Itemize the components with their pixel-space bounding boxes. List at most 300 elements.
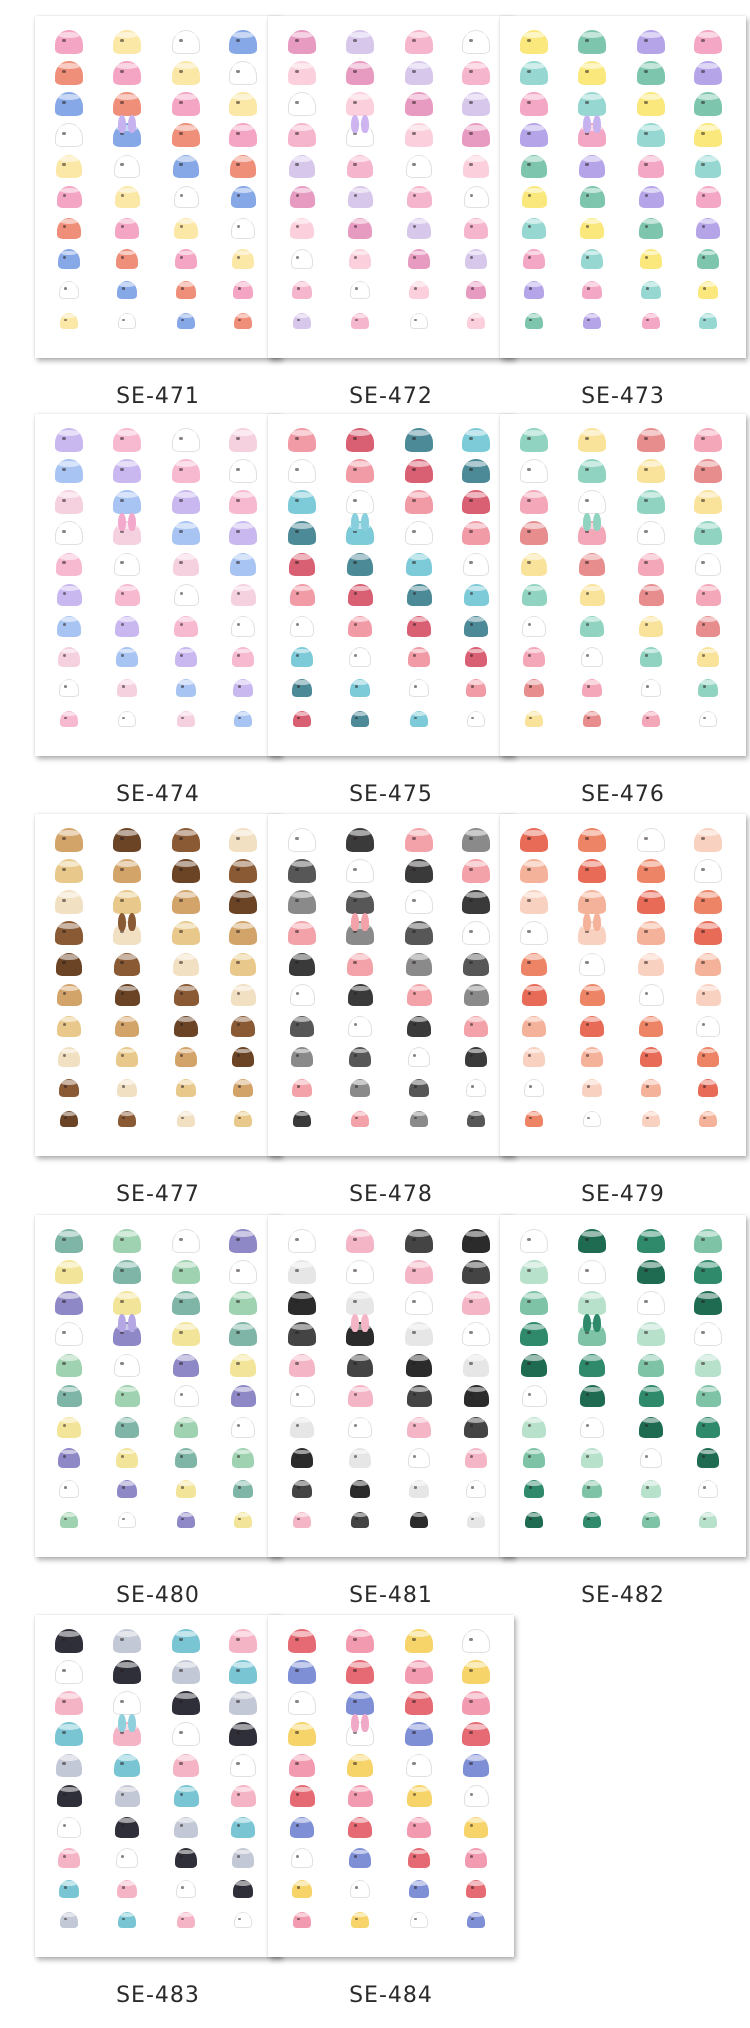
- nail-sticker: [462, 490, 490, 514]
- bunny-ear-decoration: [593, 913, 601, 931]
- nail-sticker: [55, 1291, 83, 1315]
- nail-sticker: [230, 155, 256, 178]
- nail-sticker: [233, 281, 253, 299]
- nail-sticker: [172, 859, 200, 883]
- nail-sticker: [580, 1016, 604, 1037]
- nail-sticker: [290, 1817, 314, 1838]
- nail-sticker: [410, 313, 428, 329]
- nail-sticker: [176, 281, 196, 299]
- nail-sticker: [462, 1291, 490, 1315]
- nail-sticker: [637, 61, 665, 85]
- nail-sticker: [55, 61, 83, 85]
- nail-sticker: [351, 1912, 369, 1928]
- nail-sticker: [520, 890, 548, 914]
- nail-sticker: [462, 61, 490, 85]
- sheet-code-label: SE-478: [349, 1182, 433, 1207]
- nail-sticker: [697, 249, 719, 269]
- nail-sticker: [177, 711, 195, 727]
- nail-sticker: [56, 953, 82, 976]
- nail-sticker: [578, 428, 606, 452]
- sticker-sheet: [35, 814, 281, 1156]
- sheet-code-label: SE-480: [116, 1583, 200, 1608]
- nail-sticker: [114, 1354, 140, 1377]
- nail-sticker: [288, 1322, 316, 1346]
- nail-sticker: [346, 92, 374, 116]
- nail-sticker: [176, 1880, 196, 1898]
- sticker-sheet: [35, 16, 281, 358]
- nail-sticker: [525, 313, 543, 329]
- nail-sticker: [346, 1291, 374, 1315]
- nail-sticker: [641, 281, 661, 299]
- nail-sticker: [463, 155, 489, 178]
- nail-sticker: [637, 521, 665, 545]
- nail-sticker: [288, 1660, 316, 1684]
- nail-sticker: [232, 1448, 254, 1468]
- nail-sticker: [405, 61, 433, 85]
- nail-sticker: [346, 859, 374, 883]
- nail-sticker: [640, 1448, 662, 1468]
- nail-sticker: [696, 1385, 721, 1407]
- nail-sticker: [521, 553, 547, 576]
- nail-sticker: [407, 186, 432, 208]
- bunny-ear-decoration: [128, 913, 136, 931]
- nail-sticker: [407, 218, 431, 239]
- nail-sticker: [116, 1448, 138, 1468]
- nail-sticker: [288, 859, 316, 883]
- nail-sticker: [291, 647, 313, 667]
- nail-sticker: [525, 1512, 543, 1528]
- nail-sticker: [464, 186, 489, 208]
- nail-sticker: [696, 984, 721, 1006]
- nail-sticker: [522, 616, 546, 637]
- nail-sticker: [351, 1111, 369, 1127]
- nail-sticker: [583, 1111, 601, 1127]
- nail-sticker: [176, 1079, 196, 1097]
- nail-sticker: [349, 249, 371, 269]
- nail-sticker: [116, 1047, 138, 1067]
- nail-sticker: [525, 711, 543, 727]
- nail-sticker: [174, 1016, 198, 1037]
- nail-sticker: [640, 249, 662, 269]
- nail-sticker: [637, 828, 665, 852]
- nail-sticker: [407, 984, 432, 1006]
- nail-sticker: [637, 92, 665, 116]
- nail-sticker: [698, 679, 718, 697]
- bunny-ear-decoration: [593, 1314, 601, 1332]
- nail-sticker: [462, 92, 490, 116]
- nail-sticker: [231, 1016, 255, 1037]
- sticker-sheet: [35, 1215, 281, 1557]
- nail-sticker: [58, 1848, 80, 1868]
- nail-sticker: [174, 1417, 198, 1438]
- nail-sticker: [172, 890, 200, 914]
- nail-sticker: [172, 828, 200, 852]
- nail-sticker: [56, 553, 82, 576]
- nail-sticker: [410, 1111, 428, 1127]
- nail-sticker: [698, 1480, 718, 1498]
- nail-sticker: [173, 1354, 199, 1377]
- nail-sticker: [115, 218, 139, 239]
- nail-sticker: [408, 1448, 430, 1468]
- nail-sticker: [638, 155, 664, 178]
- nail-sticker: [57, 1385, 82, 1407]
- sheet-code-label: SE-482: [581, 1583, 665, 1608]
- nail-sticker: [230, 1754, 256, 1777]
- nail-sticker: [524, 281, 544, 299]
- nail-sticker: [462, 30, 490, 54]
- nail-sticker: [172, 61, 200, 85]
- nail-sticker: [172, 1260, 200, 1284]
- nail-sticker: [346, 890, 374, 914]
- nail-sticker: [407, 1417, 431, 1438]
- nail-sticker: [465, 1448, 487, 1468]
- nail-sticker: [59, 679, 79, 697]
- nail-sticker: [117, 281, 137, 299]
- nail-sticker: [290, 1016, 314, 1037]
- nail-sticker: [462, 1629, 490, 1653]
- sticker-sheet: [500, 1215, 746, 1557]
- nail-sticker: [57, 1817, 81, 1838]
- nail-sticker: [467, 1111, 485, 1127]
- nail-sticker: [172, 490, 200, 514]
- nail-sticker: [348, 1385, 373, 1407]
- sheet-code-label: SE-481: [349, 1583, 433, 1608]
- nail-sticker: [465, 1848, 487, 1868]
- nail-sticker: [346, 1660, 374, 1684]
- nail-sticker: [408, 1848, 430, 1868]
- sheet-code-label: SE-471: [116, 384, 200, 409]
- nail-sticker: [524, 1079, 544, 1097]
- nail-sticker: [288, 428, 316, 452]
- nail-sticker: [288, 92, 316, 116]
- nail-sticker: [55, 92, 83, 116]
- bunny-ear-decoration: [128, 513, 136, 531]
- nail-sticker: [113, 1291, 141, 1315]
- nail-sticker: [290, 1417, 314, 1438]
- nail-sticker: [465, 1047, 487, 1067]
- nail-sticker: [406, 953, 432, 976]
- nail-sticker: [462, 1660, 490, 1684]
- nail-sticker: [177, 1512, 195, 1528]
- bunny-ear-decoration: [361, 1714, 369, 1732]
- nail-sticker: [405, 859, 433, 883]
- bunny-ear-decoration: [128, 1714, 136, 1732]
- nail-sticker: [346, 1229, 374, 1253]
- nail-sticker: [231, 1817, 255, 1838]
- nail-sticker: [523, 647, 545, 667]
- nail-sticker: [524, 1480, 544, 1498]
- nail-sticker: [346, 1629, 374, 1653]
- nail-sticker: [578, 859, 606, 883]
- nail-sticker: [172, 521, 200, 545]
- nail-sticker: [405, 1291, 433, 1315]
- nail-sticker: [637, 123, 665, 147]
- nail-sticker: [463, 1354, 489, 1377]
- nail-sticker: [696, 616, 720, 637]
- nail-sticker: [696, 1016, 720, 1037]
- nail-sticker: [174, 186, 199, 208]
- nail-sticker: [174, 218, 198, 239]
- nail-sticker: [232, 1047, 254, 1067]
- nail-sticker: [292, 1880, 312, 1898]
- nail-sticker: [55, 1229, 83, 1253]
- nail-sticker: [409, 281, 429, 299]
- nail-sticker: [640, 1047, 662, 1067]
- nail-sticker: [177, 1912, 195, 1928]
- bunny-ear-decoration: [351, 913, 359, 931]
- bunny-ear-decoration: [128, 1314, 136, 1332]
- nail-sticker: [463, 553, 489, 576]
- nail-sticker: [114, 953, 140, 976]
- nail-sticker: [175, 647, 197, 667]
- bunny-ear-decoration: [118, 913, 126, 931]
- nail-sticker: [466, 1079, 486, 1097]
- nail-sticker: [293, 711, 311, 727]
- nail-sticker: [520, 521, 548, 545]
- nail-sticker: [56, 1354, 82, 1377]
- nail-sticker: [695, 155, 721, 178]
- nail-sticker: [405, 459, 433, 483]
- nail-sticker: [463, 1754, 489, 1777]
- bunny-ear-decoration: [118, 115, 126, 133]
- nail-sticker: [520, 1322, 548, 1346]
- nail-sticker: [638, 1354, 664, 1377]
- nail-sticker: [113, 92, 141, 116]
- nail-sticker: [229, 1660, 257, 1684]
- sticker-sheet: [500, 814, 746, 1156]
- nail-sticker: [55, 459, 83, 483]
- nail-sticker: [462, 890, 490, 914]
- nail-sticker: [118, 1111, 136, 1127]
- nail-sticker: [521, 1354, 547, 1377]
- nail-sticker: [113, 428, 141, 452]
- nail-sticker: [55, 1260, 83, 1284]
- nail-sticker: [637, 428, 665, 452]
- nail-sticker: [582, 1079, 602, 1097]
- nail-sticker: [409, 1079, 429, 1097]
- nail-sticker: [520, 61, 548, 85]
- nail-sticker: [464, 1785, 489, 1807]
- nail-sticker: [409, 1880, 429, 1898]
- sheet-code-label: SE-475: [349, 782, 433, 807]
- nail-sticker: [525, 1111, 543, 1127]
- nail-sticker: [522, 1385, 547, 1407]
- nail-sticker: [466, 1480, 486, 1498]
- nail-sticker: [229, 92, 257, 116]
- sheet-code-label: SE-474: [116, 782, 200, 807]
- nail-sticker: [233, 1480, 253, 1498]
- nail-sticker: [346, 428, 374, 452]
- nail-sticker: [173, 1754, 199, 1777]
- nail-sticker: [405, 828, 433, 852]
- nail-sticker: [405, 1260, 433, 1284]
- nail-sticker: [177, 313, 195, 329]
- nail-sticker: [55, 1322, 83, 1346]
- nail-sticker: [467, 1912, 485, 1928]
- sticker-sheet: [35, 1615, 281, 1957]
- nail-sticker: [174, 984, 199, 1006]
- nail-sticker: [292, 1480, 312, 1498]
- nail-sticker: [229, 1629, 257, 1653]
- nail-sticker: [289, 953, 315, 976]
- nail-sticker: [406, 1354, 432, 1377]
- nail-sticker: [462, 1322, 490, 1346]
- nail-sticker: [231, 186, 256, 208]
- nail-sticker: [289, 1754, 315, 1777]
- nail-sticker: [409, 679, 429, 697]
- nail-sticker: [229, 1722, 257, 1746]
- nail-sticker: [117, 679, 137, 697]
- nail-sticker: [405, 123, 433, 147]
- nail-sticker: [639, 1016, 663, 1037]
- nail-sticker: [55, 521, 83, 545]
- nail-sticker: [405, 1722, 433, 1746]
- nail-sticker: [520, 123, 548, 147]
- nail-sticker: [172, 1691, 200, 1715]
- nail-sticker: [288, 921, 316, 945]
- nail-sticker: [580, 984, 605, 1006]
- nail-sticker: [55, 859, 83, 883]
- nail-sticker: [172, 1322, 200, 1346]
- sticker-sheet: [268, 1215, 514, 1557]
- nail-sticker: [637, 1260, 665, 1284]
- nail-sticker: [698, 281, 718, 299]
- nail-sticker: [59, 1079, 79, 1097]
- nail-sticker: [520, 490, 548, 514]
- bunny-ear-decoration: [351, 513, 359, 531]
- nail-sticker: [349, 1848, 371, 1868]
- bunny-ear-decoration: [583, 913, 591, 931]
- nail-sticker: [229, 123, 257, 147]
- nail-sticker: [229, 1260, 257, 1284]
- nail-sticker: [520, 1229, 548, 1253]
- bunny-ear-decoration: [118, 1314, 126, 1332]
- nail-sticker: [174, 1785, 199, 1807]
- nail-sticker: [58, 647, 80, 667]
- nail-sticker: [231, 616, 255, 637]
- nail-sticker: [174, 1385, 199, 1407]
- nail-sticker: [464, 1385, 489, 1407]
- nail-sticker: [639, 1417, 663, 1438]
- nail-sticker: [113, 459, 141, 483]
- nail-sticker: [407, 1785, 432, 1807]
- nail-sticker: [346, 61, 374, 85]
- nail-sticker: [348, 218, 372, 239]
- nail-sticker: [55, 30, 83, 54]
- nail-sticker: [117, 1079, 137, 1097]
- nail-sticker: [114, 553, 140, 576]
- nail-sticker: [229, 859, 257, 883]
- nail-sticker: [234, 1512, 252, 1528]
- bunny-ear-decoration: [583, 513, 591, 531]
- nail-sticker: [694, 828, 722, 852]
- nail-sticker: [462, 123, 490, 147]
- nail-sticker: [55, 428, 83, 452]
- nail-sticker: [520, 921, 548, 945]
- nail-sticker: [641, 1079, 661, 1097]
- nail-sticker: [346, 828, 374, 852]
- nail-sticker: [405, 30, 433, 54]
- nail-sticker: [289, 1354, 315, 1377]
- nail-sticker: [233, 679, 253, 697]
- nail-sticker: [351, 1512, 369, 1528]
- nail-sticker: [290, 1385, 315, 1407]
- nail-sticker: [232, 647, 254, 667]
- nail-sticker: [462, 521, 490, 545]
- nail-sticker: [522, 984, 547, 1006]
- nail-sticker: [523, 249, 545, 269]
- nail-sticker: [694, 921, 722, 945]
- nail-sticker: [230, 953, 256, 976]
- nail-sticker: [695, 553, 721, 576]
- nail-sticker: [405, 890, 433, 914]
- nail-sticker: [642, 711, 660, 727]
- nail-sticker: [113, 1629, 141, 1653]
- nail-sticker: [229, 30, 257, 54]
- nail-sticker: [520, 828, 548, 852]
- nail-sticker: [637, 1322, 665, 1346]
- nail-sticker: [462, 921, 490, 945]
- nail-sticker: [407, 584, 432, 606]
- nail-sticker: [699, 1512, 717, 1528]
- bunny-ear-decoration: [118, 1714, 126, 1732]
- nail-sticker: [55, 1722, 83, 1746]
- nail-sticker: [115, 1016, 139, 1037]
- nail-sticker: [465, 249, 487, 269]
- nail-sticker: [231, 1785, 256, 1807]
- nail-sticker: [55, 890, 83, 914]
- nail-sticker: [288, 1260, 316, 1284]
- nail-sticker: [288, 890, 316, 914]
- nail-sticker: [581, 1047, 603, 1067]
- sheet-code-label: SE-483: [116, 1983, 200, 2008]
- nail-sticker: [229, 890, 257, 914]
- nail-sticker: [290, 984, 315, 1006]
- nail-sticker: [578, 1229, 606, 1253]
- nail-sticker: [118, 711, 136, 727]
- nail-sticker: [293, 313, 311, 329]
- nail-sticker: [58, 1047, 80, 1067]
- nail-sticker: [580, 616, 604, 637]
- nail-sticker: [578, 828, 606, 852]
- nail-sticker: [174, 1817, 198, 1838]
- nail-sticker: [350, 1880, 370, 1898]
- nail-sticker: [464, 1417, 488, 1438]
- nail-sticker: [231, 218, 255, 239]
- nail-sticker: [347, 553, 373, 576]
- nail-sticker: [405, 92, 433, 116]
- nail-sticker: [520, 1260, 548, 1284]
- nail-sticker: [637, 490, 665, 514]
- nail-sticker: [410, 1512, 428, 1528]
- nail-sticker: [640, 647, 662, 667]
- nail-sticker: [696, 584, 721, 606]
- nail-sticker: [60, 1912, 78, 1928]
- nail-sticker: [350, 281, 370, 299]
- nail-sticker: [520, 30, 548, 54]
- nail-sticker: [293, 1512, 311, 1528]
- nail-sticker: [172, 1660, 200, 1684]
- nail-sticker: [522, 186, 547, 208]
- bunny-ear-decoration: [351, 1714, 359, 1732]
- nail-sticker: [174, 616, 198, 637]
- bunny-ear-decoration: [593, 513, 601, 531]
- nail-sticker: [57, 616, 81, 637]
- nail-sticker: [234, 313, 252, 329]
- nail-sticker: [115, 186, 140, 208]
- nail-sticker: [408, 249, 430, 269]
- nail-sticker: [346, 1691, 374, 1715]
